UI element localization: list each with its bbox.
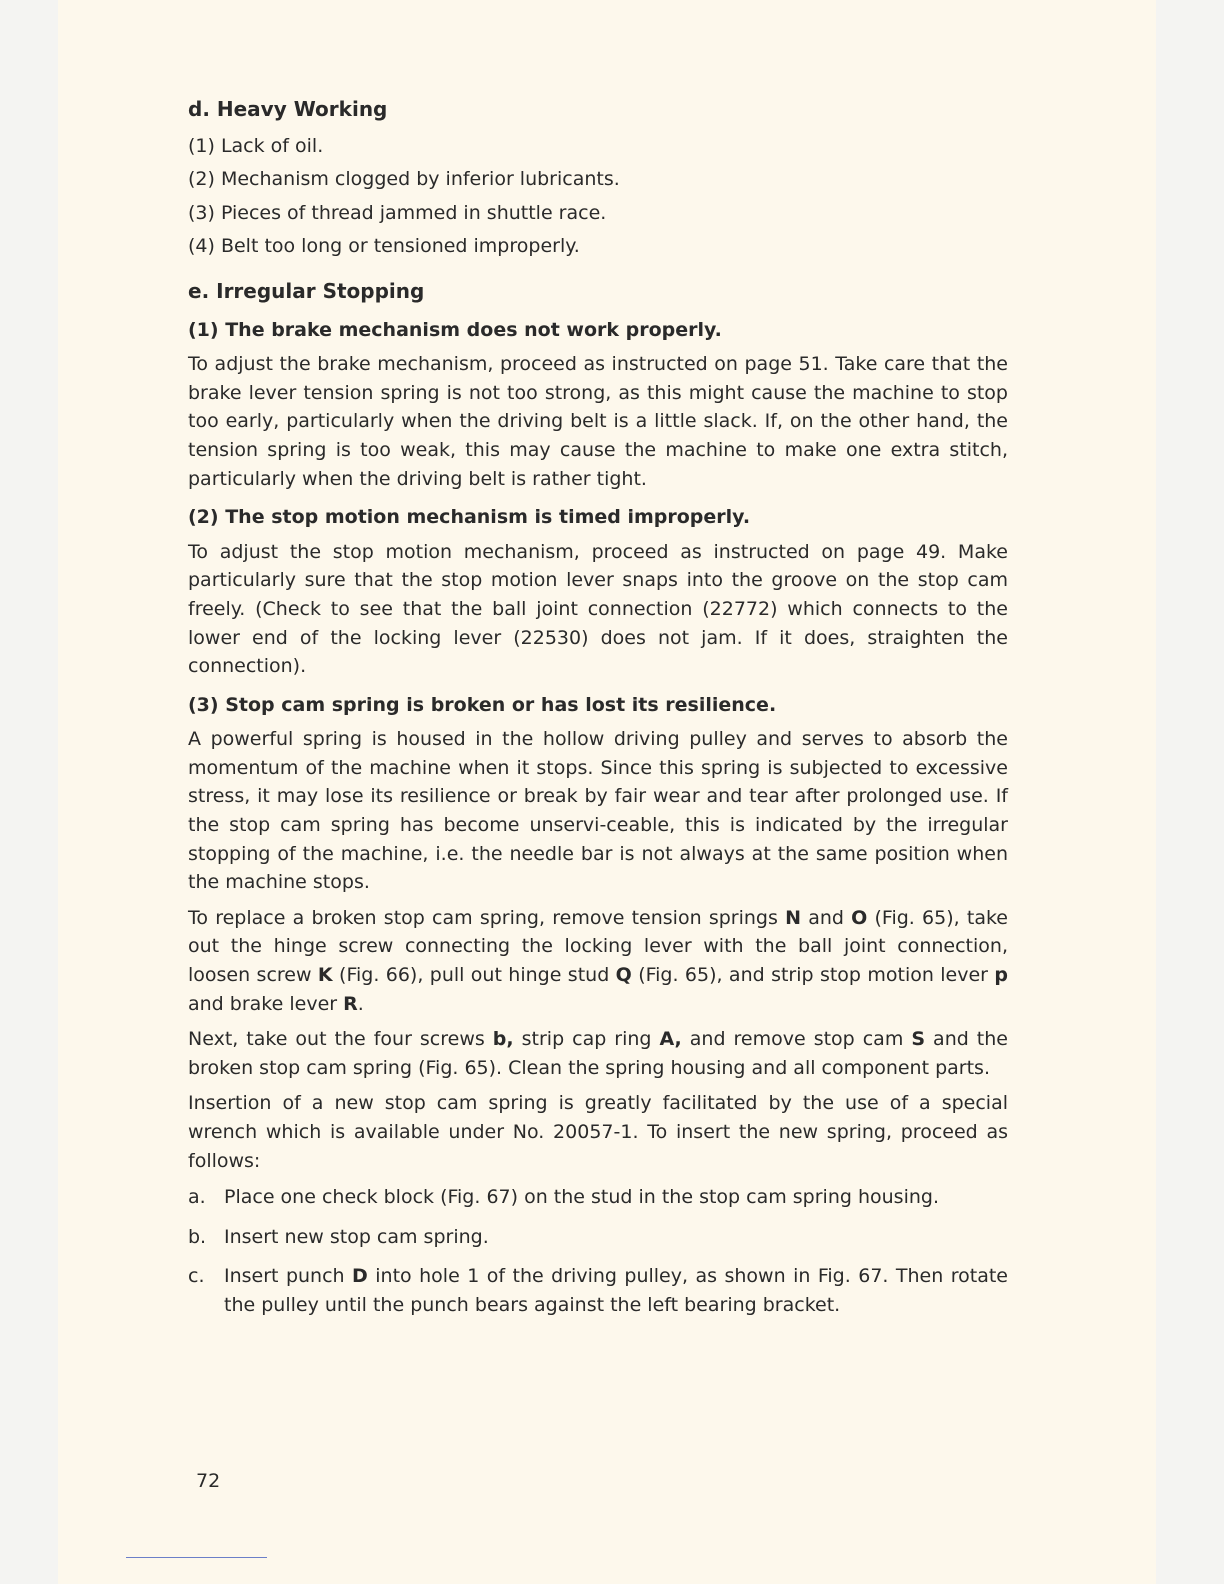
part-ref-p: p [994, 964, 1008, 987]
document-page [58, 0, 1156, 1584]
part-ref-n: N [785, 906, 801, 929]
part-ref-b: b, [492, 1028, 514, 1051]
part-ref-q: Q [615, 964, 632, 987]
text-run: . [357, 992, 364, 1015]
step-label: a. [188, 1186, 206, 1209]
section-e-heading: e. Irregular Stopping [188, 278, 425, 303]
subsection-3-paragraph-4: Insertion of a new stop cam spring is greatly facilitated by the use of a special wrench which is available under No. 20057-1. To insert the new spring, proceed as follows: [188, 1092, 1008, 1172]
list-item: (1) Lack of oil. [188, 134, 324, 157]
page-content [188, 95, 1008, 1331]
part-ref-a: A, [659, 1028, 682, 1051]
step-text: Place one check block (Fig. 67) on the stud in the stop cam spring housing. [224, 1186, 940, 1209]
text-run: (Fig. 65), take out the hinge screw connecting the locking lever with the ball joint connection, loosen screw [188, 906, 1008, 987]
step-b [188, 1223, 1008, 1252]
text-run: and remove stop cam [681, 1028, 912, 1051]
subsection-2-title: (2) The stop motion mechanism is timed improperly. [188, 506, 751, 529]
text-run: Next, take out the four screws [188, 1028, 493, 1051]
list-item: (4) Belt too long or tensioned improperly. [188, 235, 580, 258]
step-text: Insert new stop cam spring. [224, 1225, 489, 1248]
subsection-3-title: (3) Stop cam spring is broken or has lost its resilience. [188, 693, 777, 716]
procedure-steps [188, 1183, 1008, 1319]
subsection-3-paragraph-2 [188, 904, 1008, 1018]
subsection-2-paragraph: To adjust the stop motion mechanism, proceed as instructed on page 49. Make particularly sure that the stop motion lever snaps into the groove on the stop cam freely. (Check to see that the ball joint connection (22772) which connects to the lower end of the locking lever (22530) does not jam. If it does, straighten the connection). [188, 540, 1008, 678]
text-run: To replace a broken stop cam spring, remove tension springs [188, 906, 786, 929]
text-run: and the broken stop cam spring (Fig. 65). Clean the spring housing and all component parts. [188, 1028, 1008, 1079]
text-run: and [800, 906, 852, 929]
section-d-heading: d. Heavy Working [188, 97, 388, 121]
subsection-3-paragraph-3 [188, 1025, 1008, 1082]
bottom-rule-divider [126, 1557, 267, 1558]
step-a [188, 1183, 1008, 1212]
step-text [224, 1262, 1008, 1319]
page-number: 72 [196, 1470, 221, 1492]
part-ref-s: S [911, 1028, 926, 1051]
step-label: b. [188, 1225, 207, 1248]
text-run: strip cap ring [513, 1028, 660, 1051]
subsection-1-paragraph: To adjust the brake mechanism, proceed as instructed on page 51. Take care that the brake lever tension spring is not too strong, as this might cause the machine to stop too early, particularly when the driving belt is a little slack. If, on the other hand, the tension spring is too weak, this may cause the machine to make one extra stitch, particularly when the driving belt is rather tight. [188, 353, 1008, 490]
text-run: into hole 1 of the driving pulley, as shown in Fig. 67. Then rotate the pulley until the punch bears against the left bearing bracket. [224, 1265, 1008, 1316]
text-run: (Fig. 65), and strip stop motion lever [631, 964, 995, 987]
list-item: (2) Mechanism clogged by inferior lubricants. [188, 168, 620, 191]
step-c [188, 1262, 1008, 1319]
step-label: c. [188, 1265, 205, 1288]
text-run: Insert punch [224, 1265, 353, 1288]
list-item: (3) Pieces of thread jammed in shuttle race. [188, 201, 607, 224]
subsection-1-title: (1) The brake mechanism does not work properly. [188, 318, 722, 341]
text-run: (Fig. 66), pull out hinge stud [332, 964, 616, 987]
part-ref-r: R [343, 992, 358, 1015]
part-ref-o: O [851, 906, 868, 929]
subsection-3-paragraph-1: A powerful spring is housed in the hollow driving pulley and serves to absorb the momentum of the machine when it stops. Since this spring is subjected to excessive stress, it may lose its resilience or break by fair wear and tear after prolonged use. If the stop cam spring has become unservi-ceable, this is indicated by the irregular stopping of the machine, i.e. the needle bar is not always at the same position when the machine stops. [188, 728, 1008, 894]
text-run: and brake lever [188, 992, 344, 1015]
part-ref-k: K [317, 964, 333, 987]
part-ref-d: D [352, 1265, 368, 1288]
